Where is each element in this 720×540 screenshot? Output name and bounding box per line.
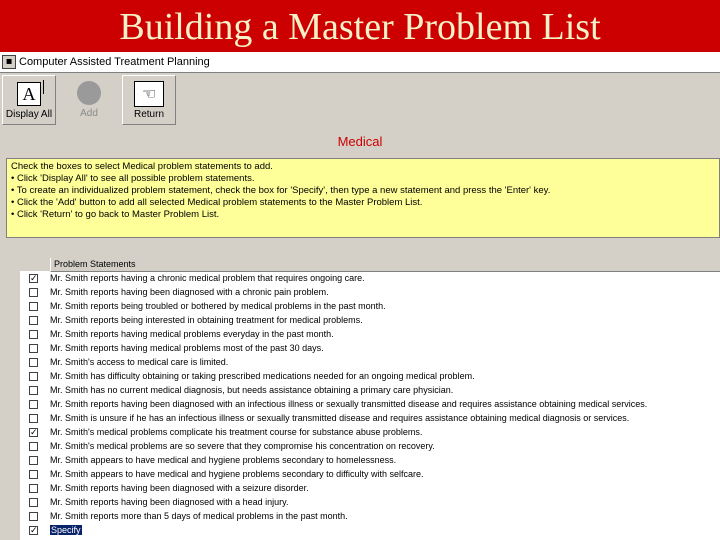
table-header [20, 258, 720, 271]
row-checkbox[interactable]: ✓ [30, 427, 38, 438]
instruction-line: Check the boxes to select Medical problem statements to add. [11, 161, 273, 172]
add-button[interactable] [62, 75, 116, 125]
row-text: Mr. Smith appears to have medical and hygiene problems secondary to difficulty with selfcare. [50, 469, 424, 479]
table-row[interactable] [20, 299, 720, 313]
row-text: Mr. Smith reports being interested in obtaining treatment for medical problems. [50, 315, 363, 325]
table-row[interactable] [20, 383, 720, 397]
return-button[interactable] [122, 75, 176, 125]
row-text: Mr. Smith's medical problems complicate his treatment course for substance abuse problems. [50, 427, 423, 437]
row-checkbox[interactable] [29, 330, 38, 339]
toolbar [0, 73, 720, 127]
row-text: Mr. Smith reports having been diagnosed with an infectious illness or sexually transmitted disease and requires assistance obtaining medical services. [50, 399, 648, 409]
row-text: Mr. Smith reports more than 5 days of medical problems in the past month. [50, 511, 348, 521]
row-checkbox[interactable] [29, 470, 38, 479]
table-row[interactable] [20, 425, 720, 439]
row-checkbox[interactable]: ✓ [30, 525, 38, 536]
row-text: Specify [51, 525, 81, 535]
row-text: Mr. Smith reports having medical problems most of the past 30 days. [50, 343, 324, 353]
row-checkbox[interactable] [29, 400, 38, 409]
row-checkbox[interactable] [29, 288, 38, 297]
table-row[interactable] [20, 327, 720, 341]
header-checkbox-column [20, 258, 50, 271]
row-text: Mr. Smith has difficulty obtaining or taking prescribed medications needed for an ongoing medical problem. [50, 371, 475, 381]
table-row[interactable] [20, 509, 720, 523]
row-checkbox[interactable] [29, 442, 38, 451]
add-circle-icon [77, 81, 101, 105]
table-row[interactable] [20, 341, 720, 355]
system-menu-icon[interactable]: ▪ [2, 55, 16, 69]
row-text: Mr. Smith is unsure if he has an infectious illness or sexually transmitted disease and requires assistance obtaining medical diagnosis or services. [50, 413, 630, 423]
window-title: Computer Assisted Treatment Planning [19, 56, 210, 68]
row-text: Mr. Smith reports having been diagnosed with a seizure disorder. [50, 483, 309, 493]
instruction-line: • Click 'Display All' to see all possible problem statements. [11, 173, 255, 184]
table-body [20, 271, 720, 537]
row-text: Mr. Smith reports being troubled or bothered by medical problems in the past month. [50, 301, 386, 311]
row-checkbox[interactable] [29, 414, 38, 423]
instruction-line: • Click 'Return' to go back to Master Problem List. [11, 209, 220, 220]
row-text: Mr. Smith reports having been diagnosed with a head injury. [50, 497, 289, 507]
row-checkbox[interactable]: ✓ [30, 273, 38, 284]
row-checkbox[interactable] [29, 302, 38, 311]
table-row[interactable] [20, 369, 720, 383]
row-checkbox[interactable] [29, 372, 38, 381]
table-row[interactable] [20, 523, 720, 537]
row-checkbox[interactable] [29, 484, 38, 493]
table-row[interactable] [20, 285, 720, 299]
row-text: Mr. Smith's access to medical care is limited. [50, 357, 229, 367]
text-a-icon: A [17, 82, 41, 106]
table-row[interactable] [20, 439, 720, 453]
table-row[interactable] [20, 467, 720, 481]
section-heading: Medical [337, 134, 383, 149]
add-label: Add [80, 108, 98, 119]
display-all-button[interactable] [2, 75, 56, 125]
row-checkbox[interactable] [29, 316, 38, 325]
table-row[interactable] [20, 355, 720, 369]
return-label: Return [133, 109, 164, 120]
row-text: Mr. Smith appears to have medical and hygiene problems secondary to homelessness. [50, 455, 397, 465]
row-checkbox[interactable] [29, 456, 38, 465]
table-row[interactable] [20, 411, 720, 425]
table-row[interactable] [20, 495, 720, 509]
problem-statements-table [20, 258, 720, 540]
row-text: Mr. Smith reports having medical problems everyday in the past month. [50, 329, 334, 339]
row-checkbox[interactable] [29, 498, 38, 507]
row-text: Mr. Smith's medical problems are so severe that they compromise his concentration on recovery. [50, 441, 435, 451]
instruction-line: • Click the 'Add' button to add all selected Medical problem statements to the Master Problem List. [11, 197, 423, 208]
row-checkbox[interactable] [29, 358, 38, 367]
row-text: Mr. Smith has no current medical diagnosis, but needs assistance obtaining a primary care physician. [50, 385, 454, 395]
table-row[interactable] [20, 453, 720, 467]
instructions-panel [6, 158, 720, 238]
display-all-label: Display All [5, 109, 53, 120]
slide-title: Building a Master Problem List [119, 6, 601, 48]
column-header-problem-statements[interactable]: Problem Statements [50, 258, 720, 272]
app-window [0, 52, 720, 540]
row-checkbox[interactable] [29, 512, 38, 521]
pointing-hand-icon: ☜ [134, 81, 164, 107]
table-row[interactable] [20, 271, 720, 285]
table-row[interactable] [20, 313, 720, 327]
table-row[interactable] [20, 397, 720, 411]
window-titlebar [0, 52, 720, 73]
table-row[interactable] [20, 481, 720, 495]
instruction-line: • To create an individualized problem statement, check the box for 'Specify', then type a new statement and press the 'Enter' key. [11, 185, 551, 196]
row-checkbox[interactable] [29, 344, 38, 353]
row-text: Mr. Smith reports having a chronic medical problem that requires ongoing care. [50, 273, 365, 283]
row-text: Mr. Smith reports having been diagnosed with a chronic pain problem. [50, 287, 329, 297]
row-checkbox[interactable] [29, 386, 38, 395]
